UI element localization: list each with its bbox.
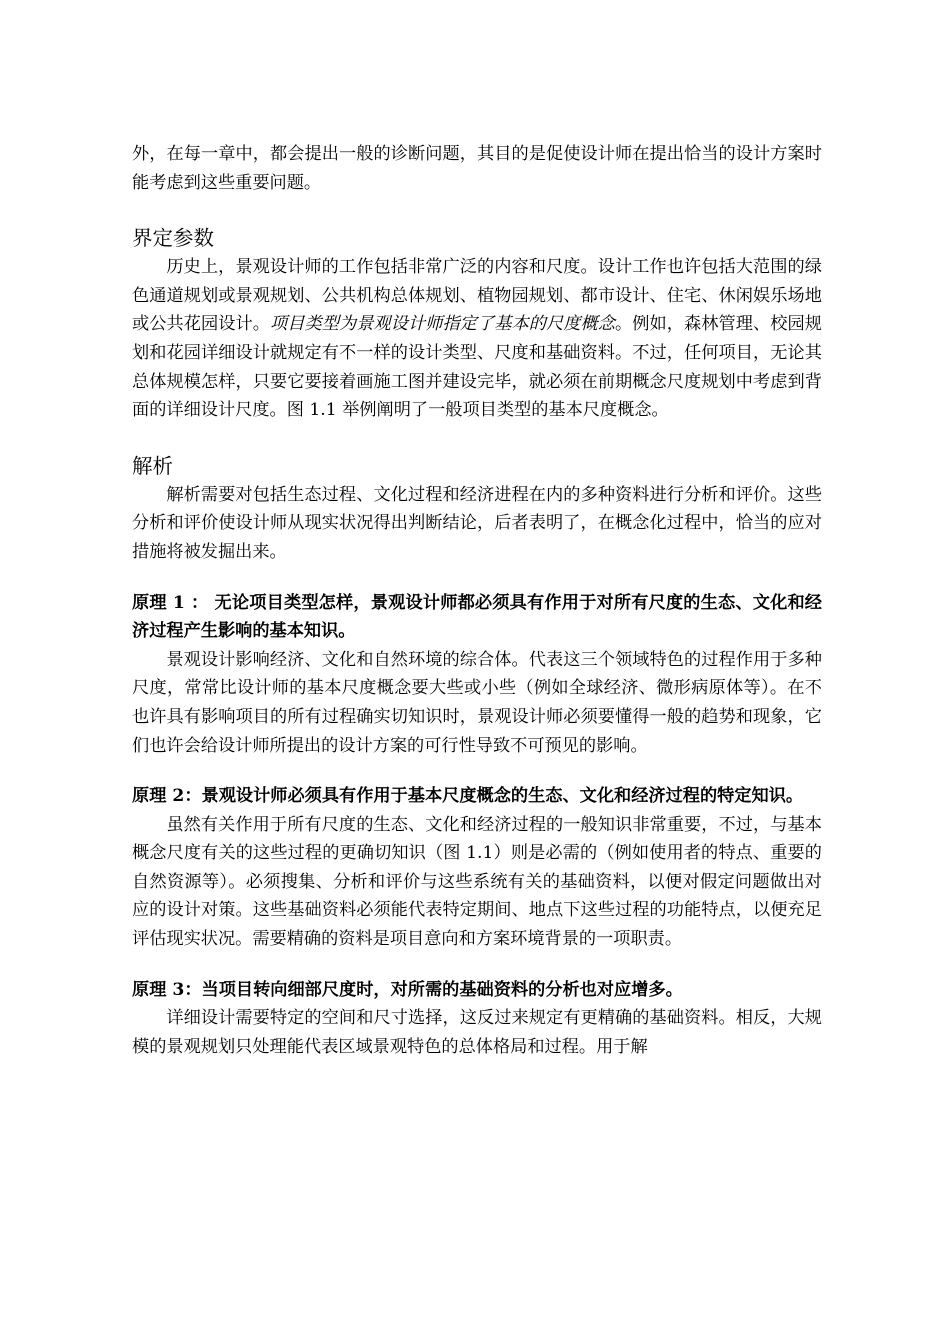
section-heading-params: 界定参数: [132, 226, 214, 251]
document-page: [132, 140, 822, 1061]
params-text-part1: 历史上，景观设计师的工作包括非常广泛的内容和尺度。设计工作也许包括大范围的绿色通道规划或景观规划、公共机构总体规划、植物园规划、都市设计、住宅、休闲娱乐场地或公共花园设计。: [132, 257, 822, 335]
analysis-paragraph: 解析需要对包括生态过程、文化过程和经济进程在内的多种资料进行分析和评价。这些分析和评价使设计师从现实状况得出判断结论，后者表明了，在概念化过程中，恰当的应对措施将被发掘出来。: [132, 484, 822, 562]
principle-2-title: 原理 2：景观设计师必须具有作用于基本尺度概念的生态、文化和经济过程的特定知识。: [132, 786, 804, 807]
intro-paragraph: 外，在每一章中，都会提出一般的诊断问题，其目的是促使设计师在提出恰当的设计方案时能考虑到这些重要问题。: [132, 144, 822, 193]
principle-3-paragraph: 详细设计需要特定的空间和尺寸选择，这反过来规定有更精确的基础资料。相反，大规模的景观规划只处理能代表区域景观特色的总体格局和过程。用于解: [132, 1008, 822, 1057]
params-text-part2: 。例如，森林管理、校园规划和花园详细设计就规定有不一样的设计类型、尺度和基础资料。不过，任何项目，无论其总体规模怎样，只要它要接着画施工图并建设完毕，就必须在前期概念尺度规划中考虑到背面的详细设计尺度。图 1.1 举例阐明了一般项目类型的基本尺度概念。: [132, 314, 822, 421]
principle-1-title: 原理 1 ： 无论项目类型怎样，景观设计师都必须具有作用于对所有尺度的生态、文化和经济过程产生影响的基本知识。: [132, 592, 822, 642]
section-heading-analysis: 解析: [132, 453, 173, 478]
principle-2-paragraph: 虽然有关作用于所有尺度的生态、文化和经济过程的一般知识非常重要，不过，与基本概念尺度有关的这些过程的更确切知识（图 1.1）则是必需的（例如使用者的特点、重要的自然资源等）。必须搜集、分析和评价与这些系统有关的基础资料，以便对假定问题做出对应的设计对策。这些基础资料必须能代表特定期间、地点下这些过程的功能特点，以便充足评估现实状况。需要精确的资料是项目意向和方案环境背景的一项职责。: [132, 814, 822, 950]
params-paragraph: [132, 253, 822, 425]
principle-1-paragraph: 景观设计影响经济、文化和自然环境的综合体。代表这三个领域特色的过程作用于多种尺度，常常比设计师的基本尺度概念要大些或小些（例如全球经济、微形病原体等）。在不也许具有影响项目的所有过程确实切知识时，景观设计师必须要懂得一般的趋势和现象，它们也许会给设计师所提出的设计方案的可行性导致不可预见的影响。: [132, 649, 822, 756]
principle-3-title: 原理 3：当项目转向细部尺度时，对所需的基础资料的分析也对应增多。: [132, 979, 683, 1000]
params-text-italic: 项目类型为景观设计师指定了基本的尺度概念: [270, 314, 616, 335]
